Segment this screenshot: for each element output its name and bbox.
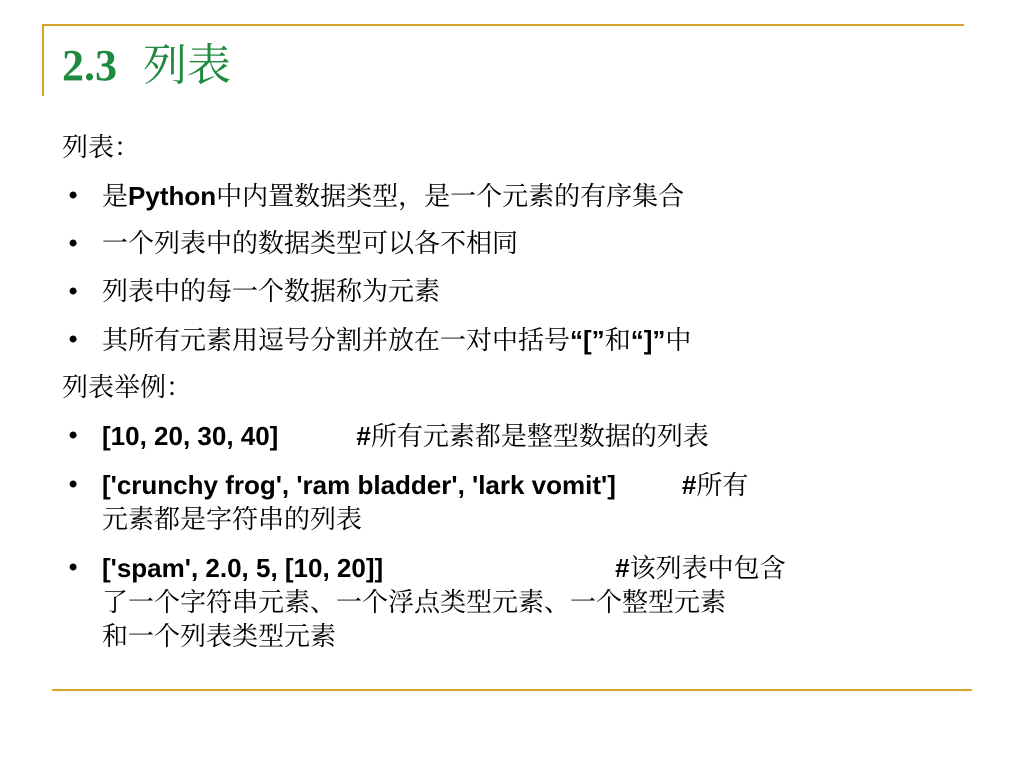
example-item: • ['crunchy frog', 'ram bladder', 'lark vomit'] #所有 元素都是字符串的列表: [66, 470, 749, 535]
code-snippet: ['spam', 2.0, 5, [10, 20]]: [102, 553, 384, 583]
bullet-icon: •: [66, 326, 81, 354]
top-rule: [42, 24, 964, 26]
title-text: 列表: [143, 40, 231, 91]
slide-content: [62, 124, 962, 654]
bullet-icon: •: [66, 278, 81, 306]
code-snippet: [10, 20, 30, 40]: [102, 421, 279, 451]
comment-text: 所有元素都是整型数据的列表: [370, 422, 709, 452]
example-item: • ['spam', 2.0, 5, [10, 20]] #该列表中包含 了一个字符串元素、一个浮点类型元素、一个整型元素 和一个列表类型元素: [66, 553, 786, 652]
bullet-icon: •: [66, 422, 81, 450]
heading-examples: 列表举例：: [62, 373, 193, 403]
bullet-icon: •: [66, 182, 81, 210]
bullet-icon: •: [66, 471, 81, 499]
comment-text: 所有: [696, 471, 749, 501]
left-rule: [42, 24, 44, 96]
bottom-rule: [52, 689, 972, 691]
heading-list: 列表：: [62, 133, 141, 163]
comment-text: 和一个列表类型元素: [102, 622, 337, 652]
list-item: • 是Python中内置数据类型，是一个元素的有序集合: [62, 172, 962, 220]
list-item: • 列表中的每一个数据称为元素: [62, 268, 962, 316]
list-item: • 其所有元素用逗号分割并放在一对中括号“[”和“]”中: [62, 316, 962, 364]
title-number: 2.3: [62, 41, 117, 90]
comment-text: 该列表中包含: [629, 554, 786, 584]
example-item: • [10, 20, 30, 40] #所有元素都是整型数据的列表: [62, 412, 962, 460]
bullet-icon: •: [66, 230, 81, 258]
list-item: • 一个列表中的数据类型可以各不相同: [62, 220, 962, 268]
bullet-icon: •: [66, 554, 81, 582]
comment-text: 元素都是字符串的列表: [102, 505, 363, 535]
comment-text: 了一个字符串元素、一个浮点类型元素、一个整型元素: [102, 588, 727, 618]
slide-title: [62, 36, 231, 96]
code-snippet: ['crunchy frog', 'ram bladder', 'lark vomit']: [102, 470, 616, 500]
